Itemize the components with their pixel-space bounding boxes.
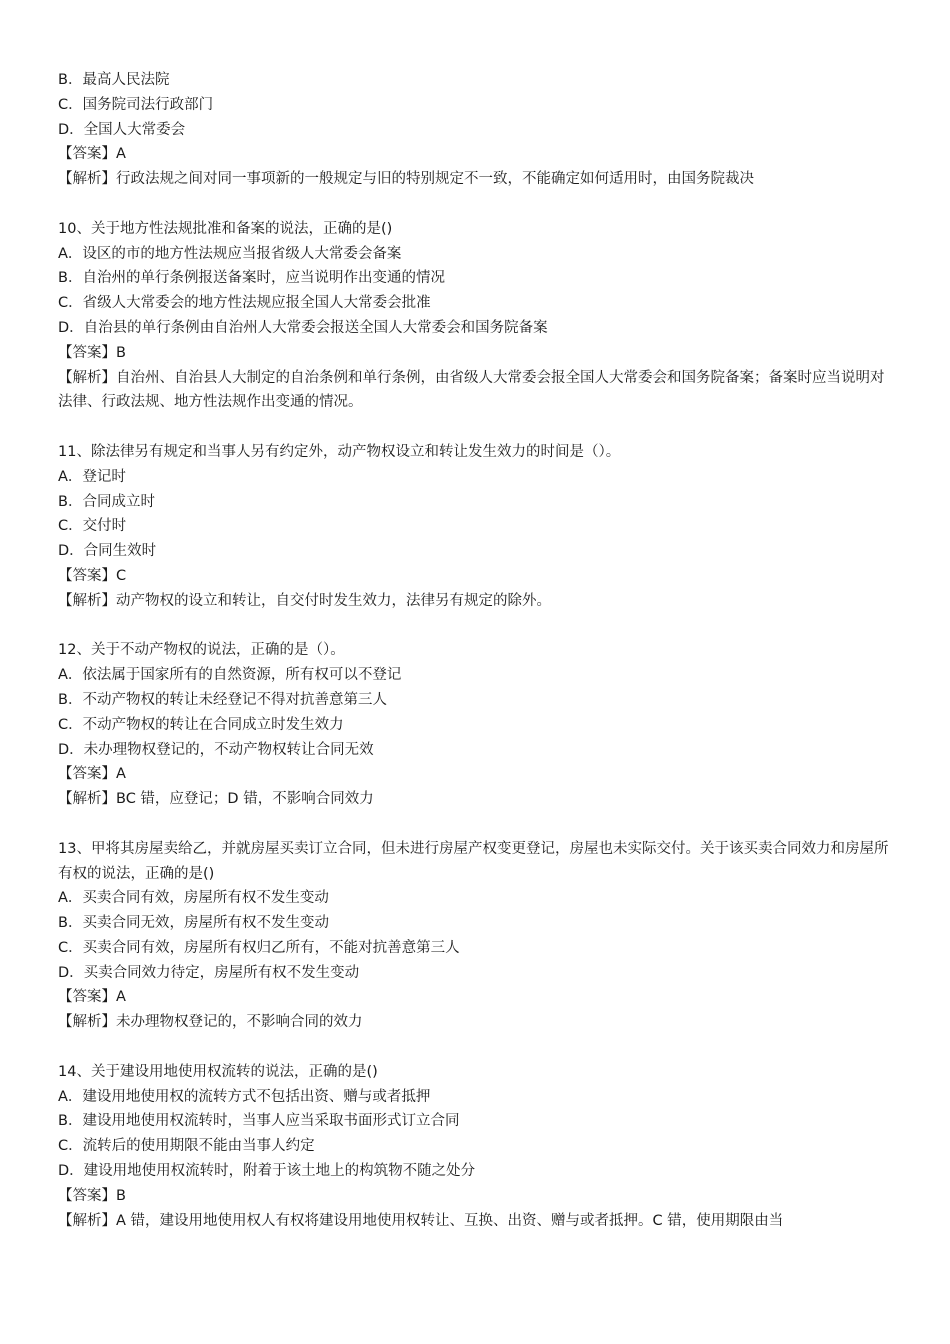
option-b: B．合同成立时 xyxy=(58,493,155,510)
option-b: B．自治州的单行条例报送备案时，应当说明作出变通的情况 xyxy=(58,270,445,287)
option-d: D．自治县的单行条例由自治州人大常委会报送全国人大常委会和国务院备案 xyxy=(58,319,548,336)
answer: 【答案】B xyxy=(58,344,126,361)
option-b: B．最高人民法院 xyxy=(58,72,170,88)
option-c: C．交付时 xyxy=(58,518,127,535)
option-a: A．买卖合同有效，房屋所有权不发生变动 xyxy=(58,890,329,907)
option-c: C．国务院司法行政部门 xyxy=(58,96,214,113)
answer: 【答案】C xyxy=(58,567,127,584)
option-d: D．建设用地使用权流转时，附着于该土地上的构筑物不随之处分 xyxy=(58,1163,476,1180)
question-stem: 13、甲将其房屋卖给乙，并就房屋买卖订立合同，但未进行房屋产权变更登记，房屋也未实际交付。关于该买卖合同效力和房屋所有权的说法，正确的是() xyxy=(58,840,889,882)
option-d: D．买卖合同效力待定，房屋所有权不发生变动 xyxy=(58,964,360,981)
option-b: B．不动产物权的转让未经登记不得对抗善意第三人 xyxy=(58,691,387,708)
analysis: 【解析】动产物权的设立和转让，自交付时发生效力，法律另有规定的除外。 xyxy=(58,592,551,609)
question-stem: 12、关于不动产物权的说法，正确的是（）。 xyxy=(58,642,345,659)
question-12 xyxy=(58,638,898,812)
question-11 xyxy=(58,440,898,614)
spacer xyxy=(58,192,898,217)
question-10 xyxy=(58,217,898,415)
option-c: C．买卖合同有效，房屋所有权归乙所有，不能对抗善意第三人 xyxy=(58,939,460,956)
analysis: 【解析】行政法规之间对同一事项新的一般规定与旧的特别规定不一致，不能确定如何适用时，由国务院裁决 xyxy=(58,171,754,188)
analysis: 【解析】未办理物权登记的，不影响合同的效力 xyxy=(58,1014,363,1031)
option-a: A．登记时 xyxy=(58,468,126,485)
option-a: A．设区的市的地方性法规应当报省级人大常委会备案 xyxy=(58,245,402,262)
question-stem: 14、关于建设用地使用权流转的说法，正确的是() xyxy=(58,1063,378,1080)
answer: 【答案】A xyxy=(58,146,126,163)
prev-question xyxy=(58,68,898,192)
document-page xyxy=(58,68,898,1233)
answer: 【答案】A xyxy=(58,989,126,1006)
question-stem: 10、关于地方性法规批准和备案的说法，正确的是() xyxy=(58,220,393,237)
option-b: B．买卖合同无效，房屋所有权不发生变动 xyxy=(58,915,329,932)
question-13 xyxy=(58,837,898,1035)
option-c: C．不动产物权的转让在合同成立时发生效力 xyxy=(58,716,344,733)
analysis: 【解析】BC 错，应登记；D 错，不影响合同效力 xyxy=(58,791,374,808)
option-d: D．合同生效时 xyxy=(58,543,157,560)
option-a: A．建设用地使用权的流转方式不包括出资、赠与或者抵押 xyxy=(58,1088,431,1105)
question-stem: 11、除法律另有规定和当事人另有约定外，动产物权设立和转让发生效力的时间是（）。 xyxy=(58,443,621,460)
spacer xyxy=(58,415,898,440)
spacer xyxy=(58,1035,898,1060)
answer: 【答案】B xyxy=(58,1187,126,1204)
option-a: A．依法属于国家所有的自然资源，所有权可以不登记 xyxy=(58,667,402,684)
option-b: B．建设用地使用权流转时，当事人应当采取书面形式订立合同 xyxy=(58,1113,460,1130)
option-d: D．全国人大常委会 xyxy=(58,121,186,138)
option-c: C．流转后的使用期限不能由当事人约定 xyxy=(58,1138,315,1155)
spacer xyxy=(58,812,898,837)
analysis: 【解析】A 错，建设用地使用权人有权将建设用地使用权转让、互换、出资、赠与或者抵押。C 错，使用期限由当 xyxy=(58,1212,784,1229)
question-14 xyxy=(58,1060,898,1234)
spacer xyxy=(58,614,898,639)
answer: 【答案】A xyxy=(58,766,126,783)
analysis: 【解析】自治州、自治县人大制定的自治条例和单行条例，由省级人大常委会报全国人大常委会和国务院备案；备案时应当说明对法律、行政法规、地方性法规作出变通的情况。 xyxy=(58,369,885,411)
option-c: C．省级人大常委会的地方性法规应报全国人大常委会批准 xyxy=(58,295,431,312)
option-d: D．未办理物权登记的，不动产物权转让合同无效 xyxy=(58,741,374,758)
